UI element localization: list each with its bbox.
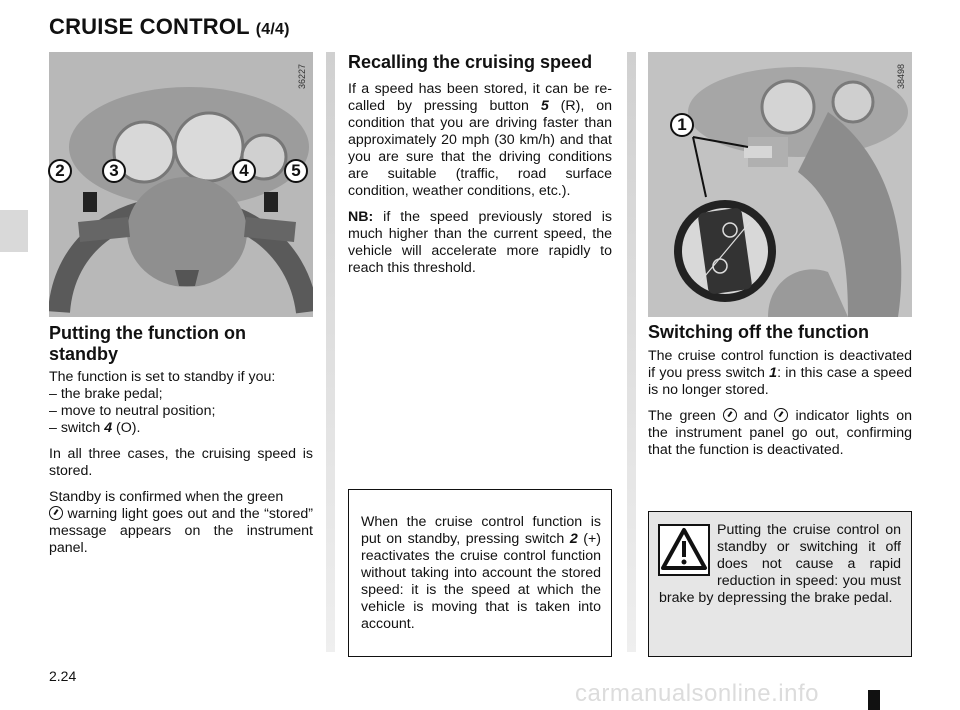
callout-5: 5 <box>284 159 308 183</box>
recall-paragraph: If a speed has been stored, it can be re-called by pressing button 5 (R), on condition that you are driving faster than approximately 20 mph (30 km/h) and that you are sure that the driving conditions are suitable (traffic, road surface condition, weather conditions, etc.). <box>348 81 612 199</box>
callout-2: 2 <box>48 159 72 183</box>
switch-off-paragraph: The cruise control function is deactivated if you press switch 1: in this case a speed is no longer stored. <box>648 348 912 398</box>
callout-4: 4 <box>232 159 256 183</box>
column-divider-right <box>627 52 636 652</box>
callout-3: 3 <box>102 159 126 183</box>
page-subtitle: (4/4) <box>255 21 290 38</box>
watermark: carmanualsonline.info <box>575 680 819 707</box>
note-box: When the cruise control function is put on standby, pressing switch 2 (+) reactivates the cruise control function without taking into account the stored speed: it is the speed at which the vehicle is moving that is taken into account. <box>348 489 612 657</box>
section-tab <box>0 210 28 252</box>
recall-body <box>348 81 612 286</box>
standby-body <box>49 369 313 566</box>
standby-heading: Putting the function on standby <box>49 323 246 364</box>
warning-text: Putting the cruise control on standby or switching it off does not cause a rapid reduction in speed: you must brake by depressing the brake pedal. <box>659 522 901 606</box>
warning-box <box>648 511 912 657</box>
recall-nb: NB: if the speed previously stored is much higher than the current speed, the vehicle will accelerate more rapidly to reach this threshold. <box>348 209 612 276</box>
callout-1: 1 <box>670 113 694 137</box>
standby-intro: The function is set to standby if you: <box>49 369 276 385</box>
switch-off-heading: Switching off the function <box>648 322 869 342</box>
list-item: – the brake pedal; <box>49 386 163 402</box>
page-title: CRUISE CONTROL (4/4) <box>49 14 290 39</box>
cruise-control-icon <box>723 408 737 422</box>
photo-reference-id: 36227 <box>297 64 307 90</box>
photo-reference-id: 38498 <box>896 64 906 90</box>
standby-paragraph: In all three cases, the cruising speed is stored. <box>49 446 313 479</box>
switch-off-paragraph: The green and indicator lights on the instrument panel go out, confirming that the function is deactivated. <box>648 408 912 458</box>
column-divider-left <box>326 52 335 652</box>
page-number: 2.24 <box>49 668 77 684</box>
dashboard-switch-photo <box>648 52 912 317</box>
switch-off-body <box>648 348 912 468</box>
steering-wheel-photo <box>49 52 313 317</box>
standby-paragraph: Standby is confirmed when the green warning light goes out and the “stored” message appears on the instrument panel. <box>49 489 313 556</box>
corner-mark <box>868 690 880 710</box>
recall-heading: Recalling the cruising speed <box>348 52 593 72</box>
speed-limiter-icon <box>774 408 788 422</box>
cruise-control-icon <box>49 506 63 520</box>
list-item: – move to neutral position; <box>49 403 216 419</box>
list-item: – switch 4 (O). <box>49 420 141 436</box>
